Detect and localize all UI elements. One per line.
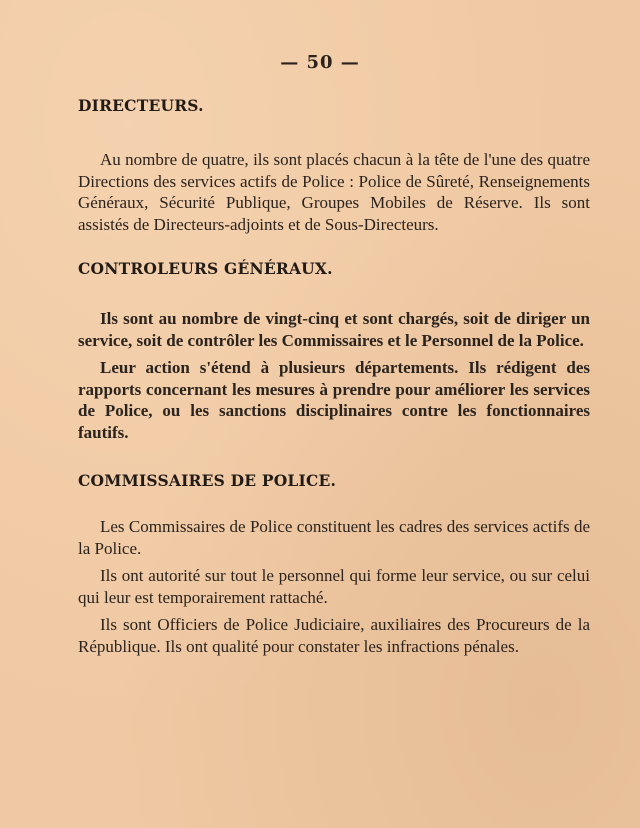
section-heading: DIRECTEURS. <box>78 96 204 115</box>
paragraph: Au nombre de quatre, ils sont placés chacun à la tête de l'une des quatre Directions des services actifs de Police : Police de Sûreté, Renseignements Généraux, Sécurité Publique, Groupes Mobiles de Réserve. Ils sont assistés de Directeurs-adjoints et de Sous-Directeurs. <box>78 150 590 234</box>
section-commissaires-de-police <box>78 471 590 657</box>
paragraph: Ils ont autorité sur tout le personnel qui forme leur service, ou sur celui qui leur est temporairement rattaché. <box>78 566 590 607</box>
section-controleurs-generaux <box>78 259 590 443</box>
paragraph: Ils sont au nombre de vingt-cinq et sont chargés, soit de diriger un service, soit de contrôler les Commissaires et le Personnel de la Police. <box>78 309 590 350</box>
section-directeurs <box>78 96 590 235</box>
section-heading: COMMISSAIRES DE POLICE. <box>78 471 337 490</box>
paragraph: Les Commissaires de Police constituent les cadres des services actifs de la Police. <box>78 517 590 558</box>
page-number: — 50 — <box>280 52 360 73</box>
paragraph: Leur action s'étend à plusieurs départements. Ils rédigent des rapports concernant les mesures à prendre pour améliorer les services de Police, ou les sanctions disciplinaires contre les fonctionnaires fautifs. <box>78 358 590 442</box>
paragraph: Ils sont Officiers de Police Judiciaire, auxiliaires des Procureurs de la République. Ils ont qualité pour constater les infractions pénales. <box>78 615 590 656</box>
page-content <box>78 96 590 657</box>
section-heading: CONTROLEURS GÉNÉRAUX. <box>78 259 333 278</box>
